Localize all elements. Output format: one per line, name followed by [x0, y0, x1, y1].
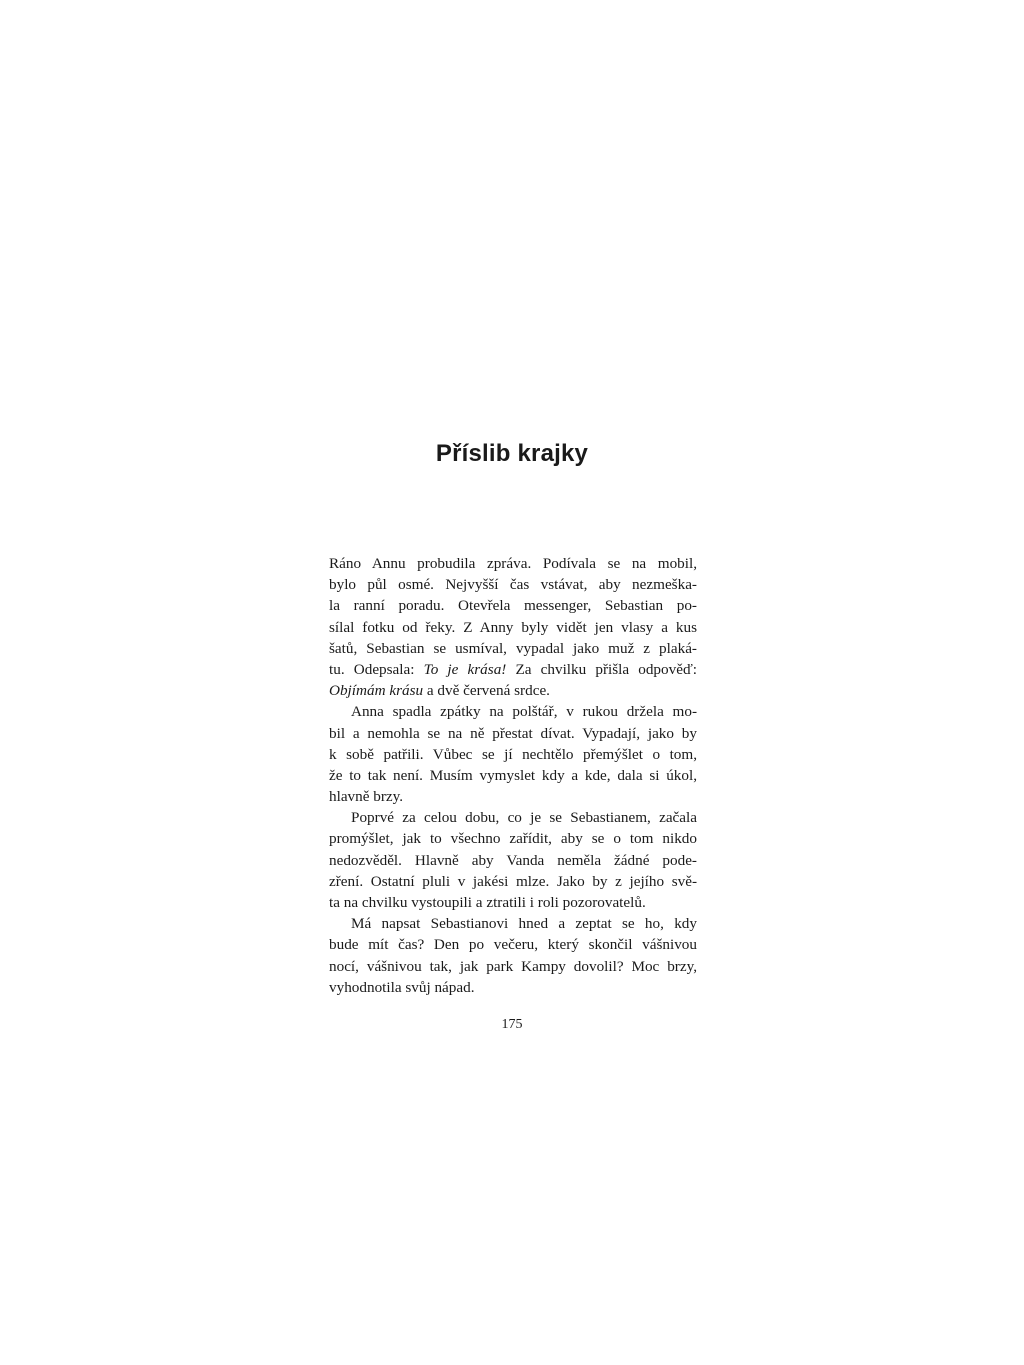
text-line: že to tak není. Musím vymyslet kdy a kde, dala si úkol,: [329, 766, 697, 784]
text-line: Poprvé za celou dobu, co je se Sebastianem, začala: [351, 809, 697, 827]
text-line: zření. Ostatní pluli v jakési mlze. Jako by z jejího svě-: [329, 872, 697, 890]
text-line: nocí, vášnivou tak, jak park Kampy dovolil? Moc brzy,: [329, 957, 697, 975]
text-line: bil a nemohla se na ně přestat dívat. Vypadají, jako by: [329, 724, 697, 742]
text-line: sílal fotku od řeky. Z Anny byly vidět jen vlasy a kus: [329, 618, 697, 636]
chapter-title: Příslib krajky: [435, 440, 589, 467]
text-line: [329, 659, 697, 680]
text-line: nedozvěděl. Hlavně aby Vanda neměla žádné pode-: [329, 851, 697, 869]
page-number: 175: [501, 1017, 523, 1032]
text-line: k sobě patřili. Vůbec se jí nechtělo přemýšlet o tom,: [329, 745, 697, 763]
paragraph-1: [329, 553, 697, 701]
paragraph-3: [329, 807, 697, 913]
text-line: hlavně brzy.: [329, 788, 404, 806]
text-line: bylo půl osmé. Nejvyšší čas vstávat, aby nezmeška-: [329, 576, 697, 594]
text-line: Ráno Annu probudila zpráva. Podívala se na mobil,: [329, 555, 697, 572]
italic-text: To je krása!: [423, 660, 507, 678]
text-line: promýšlet, jak to všechno zařídit, aby se o tom nikdo: [329, 830, 697, 848]
text-line: [329, 680, 697, 701]
text-run: Za chvilku přišla odpověď:: [506, 660, 697, 678]
body-text: [329, 553, 697, 998]
paragraph-2: [329, 701, 697, 807]
text-line: ta na chvilku vystoupili a ztratili i roli pozorovatelů.: [329, 894, 646, 911]
text-line: la ranní poradu. Otevřela messenger, Sebastian po-: [329, 597, 697, 615]
text-run: a dvě červená srdce.: [423, 682, 550, 700]
text-line: Anna spadla zpátky na polštář, v rukou držela mo-: [351, 703, 697, 721]
text-line: vyhodnotila svůj nápad.: [329, 978, 475, 996]
text-line: bude mít čas? Den po večeru, který skončil vášnivou: [329, 936, 697, 954]
text-line: šatů, Sebastian se usmíval, vypadal jako muž z plaká-: [329, 639, 697, 657]
italic-text: Objímám krásu: [329, 682, 424, 700]
paragraph-4: [329, 913, 697, 998]
text-line: Má napsat Sebastianovi hned a zeptat se ho, kdy: [351, 915, 697, 933]
text-run: tu. Odepsala:: [329, 660, 424, 678]
